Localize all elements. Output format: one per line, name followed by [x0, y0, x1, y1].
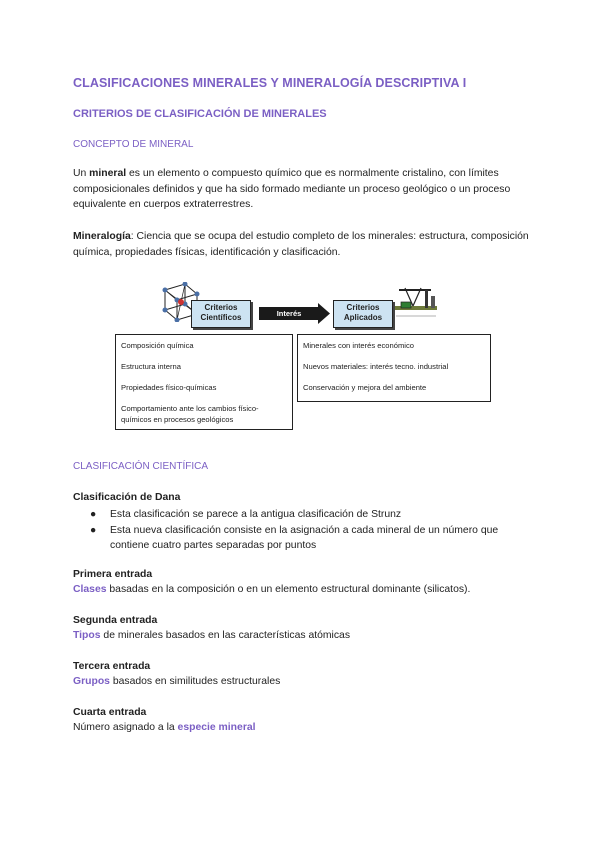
arrow-right-icon [318, 303, 330, 324]
list-item [90, 523, 530, 554]
entry-description [73, 676, 280, 687]
bullet-text: Esta nueva clasificación consiste en la asignación a cada mineral de un número que contiene cuatro partes separadas por puntos [110, 524, 499, 551]
entry-text: de minerales basados en las características atómicas [100, 630, 351, 641]
scientific-criteria-list [115, 334, 293, 430]
subsection-heading-clasificacion-cientifica: CLASIFICACIÓN CIENTÍFICA [73, 461, 209, 472]
list-item: Nuevos materiales: interés tecno. industrial [303, 362, 449, 371]
entry-description [73, 722, 256, 733]
entry-text: basadas en la composición o en un elemento estructural dominante (silicatos). [106, 584, 471, 595]
document-title: CLASIFICACIONES MINERALES Y MINERALOGÍA DESCRIPTIVA I [73, 76, 467, 90]
bullet-icon: ● [90, 524, 97, 536]
mineralogia-term: Mineralogía [73, 231, 131, 242]
entry-text: basados en similitudes estructurales [109, 676, 281, 687]
mineral-def-text: es un elemento o compuesto químico que es normalmente cristalino, con límites composicionales definidos y que ha sido formado mediante un proceso geológico o un proceso equivalente en cuerpos extraterrestres. [73, 168, 511, 210]
bullet-text: Esta clasificación se parece a la antigua clasificación de Strunz [110, 509, 402, 520]
interes-arrow: Interés [259, 307, 319, 320]
entry-term: especie mineral [177, 722, 256, 733]
entry-title: Segunda entrada [73, 615, 158, 626]
section-heading-criterios: CRITERIOS DE CLASIFICACIÓN DE MINERALES [73, 108, 327, 120]
entry-title: Cuarta entrada [73, 707, 147, 718]
subsection-heading-concepto: CONCEPTO DE MINERAL [73, 139, 194, 150]
list-item: Propiedades físico-químicas [121, 383, 217, 392]
list-item: Minerales con interés económico [303, 341, 415, 350]
list-item: Composición química [121, 341, 194, 350]
entry-term: Tipos [73, 630, 101, 641]
entry-text: Número asignado a la [73, 722, 178, 733]
entry-title: Tercera entrada [73, 661, 151, 672]
entry-description [73, 630, 350, 641]
mineral-def-prefix: Un [73, 168, 90, 179]
entry-term: Clases [73, 584, 107, 595]
list-item: Comportamiento ante los cambios físico- [121, 404, 259, 413]
dana-bullet-list [90, 507, 530, 554]
classification-diagram [115, 282, 493, 430]
list-item [90, 507, 530, 523]
list-item: químicos en procesos geológicos [121, 415, 234, 424]
box-criterios-aplicados: Criterios Aplicados [333, 300, 393, 328]
applied-criteria-list [297, 334, 491, 402]
dana-title: Clasificación de Dana [73, 492, 181, 503]
mineralogia-definition [73, 229, 533, 260]
entry-description [73, 584, 470, 595]
bullet-icon: ● [90, 509, 97, 520]
entry-term: Grupos [73, 676, 110, 687]
entry-title: Primera entrada [73, 569, 153, 580]
list-item: Estructura interna [121, 362, 181, 371]
oil-pump-icon [395, 286, 437, 318]
mineral-definition [73, 166, 533, 213]
mineralogia-def-text: : Ciencia que se ocupa del estudio completo de los minerales: estructura, composición química, propiedades físicas, identificación y clasificación. [73, 231, 529, 258]
mineral-term: mineral [89, 168, 127, 179]
box-criterios-cientificos: Criterios Científicos [191, 300, 251, 328]
list-item: Conservación y mejora del ambiente [303, 383, 427, 392]
